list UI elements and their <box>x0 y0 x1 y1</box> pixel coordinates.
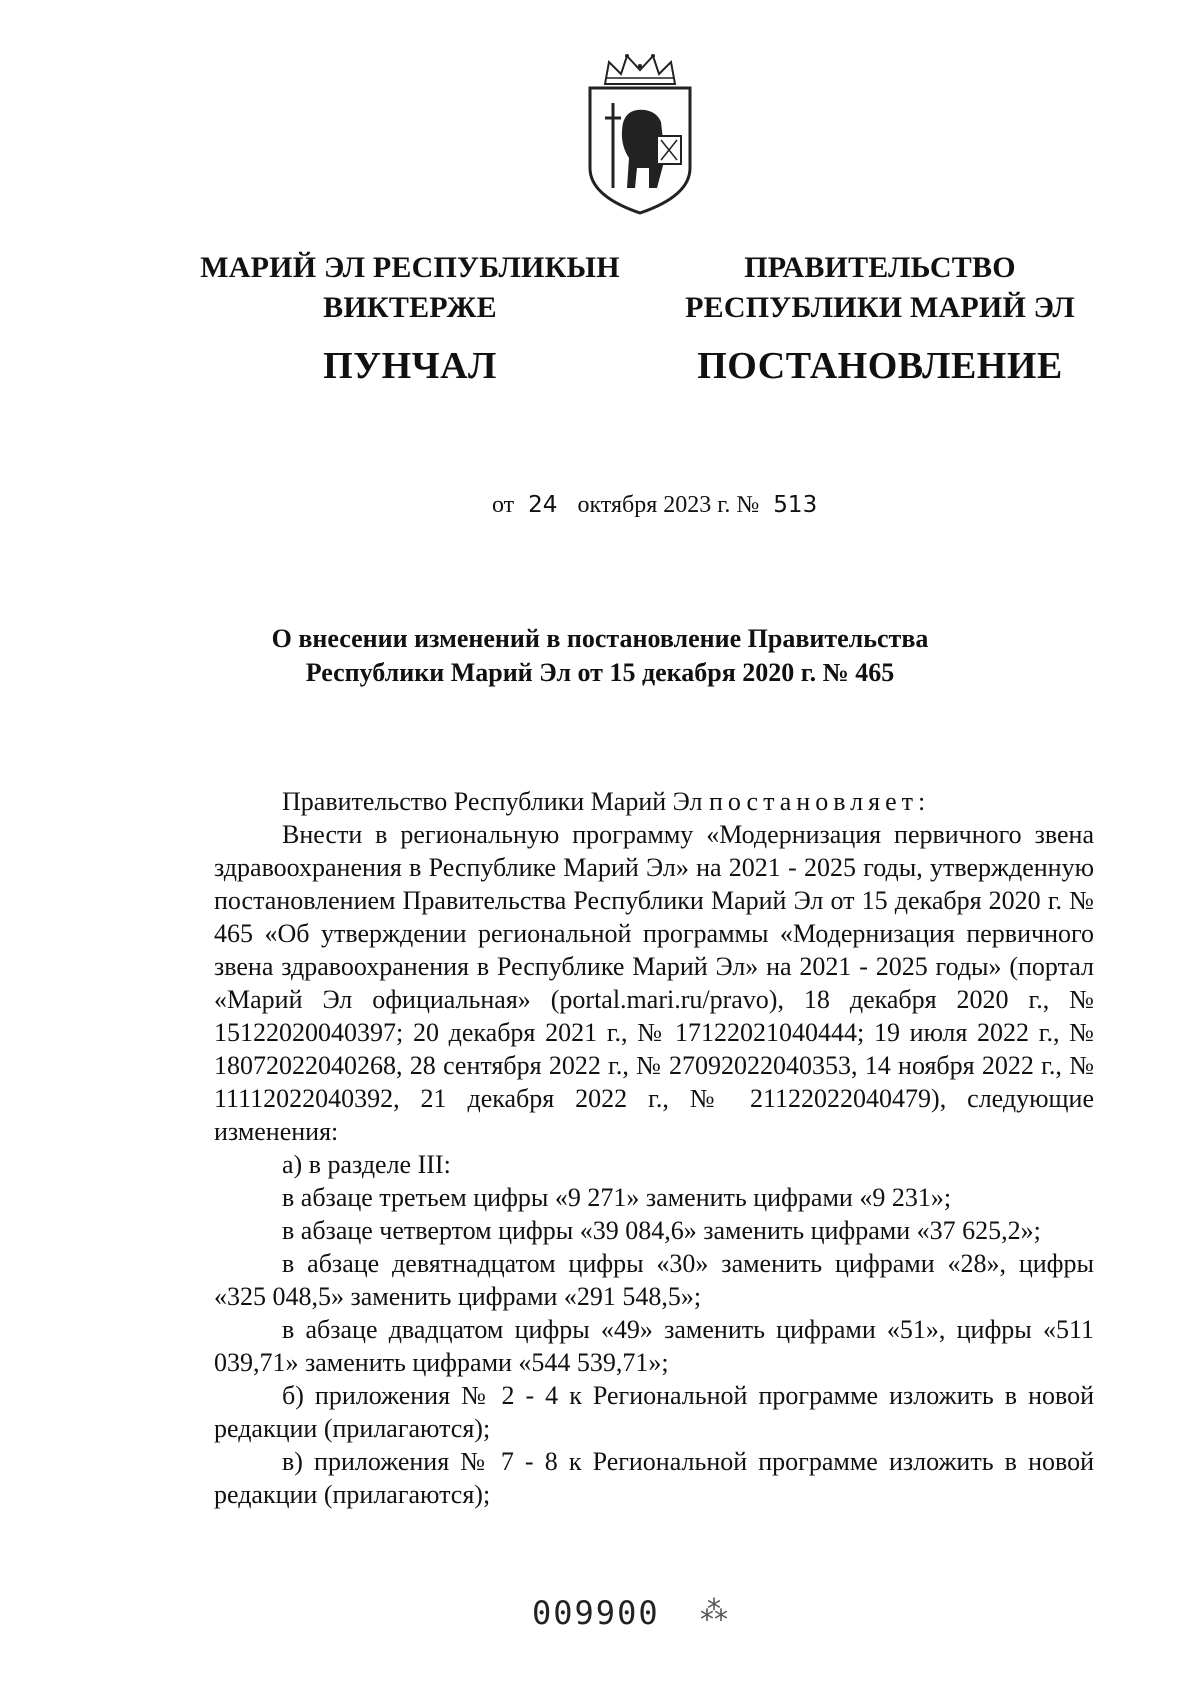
date-prefix: от <box>492 492 515 518</box>
title-line2: Республики Марий Эл от 15 декабря 2020 г. № 465 <box>305 658 895 687</box>
form-serial-number: 009900 <box>532 1594 660 1632</box>
title-line1: О внесении изменений в постановление Правительства <box>271 624 929 653</box>
item-a: а) в разделе III: <box>282 1150 451 1179</box>
org-name-ru-line2: РЕСПУБЛИКИ МАРИЙ ЭЛ <box>685 291 1075 324</box>
stamp-mark-icon: ⁂ <box>700 1594 728 1627</box>
item-b: б) приложения № 2 - 4 к Региональной программе изложить в новой редакции (прилагаются); <box>214 1381 1094 1443</box>
header-right <box>650 248 1110 388</box>
item-a3: в абзаце девятнадцатом цифры «30» заменить цифрами «28», цифры «325 048,5» заменить цифрами «291 548,5»; <box>214 1249 1094 1311</box>
document-number: 513 <box>773 492 818 518</box>
item-a1: в абзаце третьем цифры «9 271» заменить цифрами «9 231»; <box>282 1183 952 1212</box>
document-title <box>160 622 1040 690</box>
coat-of-arms-icon <box>565 48 715 218</box>
org-name-ru-line1: ПРАВИТЕЛЬСТВО <box>744 251 1016 284</box>
doc-type-mari: ПУНЧАЛ <box>323 345 497 387</box>
main-paragraph: Внести в региональную программу «Модернизация первичного звена здравоохранения в Республике Марий Эл» на 2021 - 2025 годы, утвержденную постановлением Правительства Республики Марий Эл от 15 декабря 2020 г. № 465 «Об утверждении региональной программы «Модернизация первичного звена здравоохранения в Республике Марий Эл» на 2021 - 2025 годы» (портал «Марий Эл официальная» (portal.mari.ru/pravo), 18 декабря 2020 г., № 15122020040397; 20 декабря 2021 г., № 17122021040444; 19 июля 2022 г., № 18072022040268, 28 сентября 2022 г., № 27092022040353, 14 ноября 2022 г., № 11112022040392, 21 декабря 2022 г., № 21122022040479), следующие изменения: <box>214 820 1094 1146</box>
org-name-mari-line1: МАРИЙ ЭЛ РЕСПУБЛИКЫН <box>200 251 620 284</box>
intro-prefix: Правительство Республики Марий Эл <box>282 787 703 816</box>
doc-type-ru: ПОСТАНОВЛЕНИЕ <box>697 345 1063 387</box>
document-body <box>214 785 1094 1511</box>
item-a4: в абзаце двадцатом цифры «49» заменить цифрами «51», цифры «511 039,71» заменить цифрами «544 539,71»; <box>214 1315 1094 1377</box>
header-left <box>180 248 640 388</box>
intro-paragraph <box>214 785 1094 818</box>
date-month-year: октября 2023 г. № <box>577 492 760 518</box>
org-name-mari-line2: ВИКТЕРЖЕ <box>323 291 497 324</box>
item-a2: в абзаце четвертом цифры «39 084,6» заменить цифрами «37 625,2»; <box>282 1216 1041 1245</box>
item-c: в) приложения № 7 - 8 к Региональной программе изложить в новой редакции (прилагаются); <box>214 1447 1094 1509</box>
date-day: 24 <box>528 492 558 518</box>
intro-decree-word: постановляет: <box>708 787 931 816</box>
document-date-line <box>492 492 817 519</box>
